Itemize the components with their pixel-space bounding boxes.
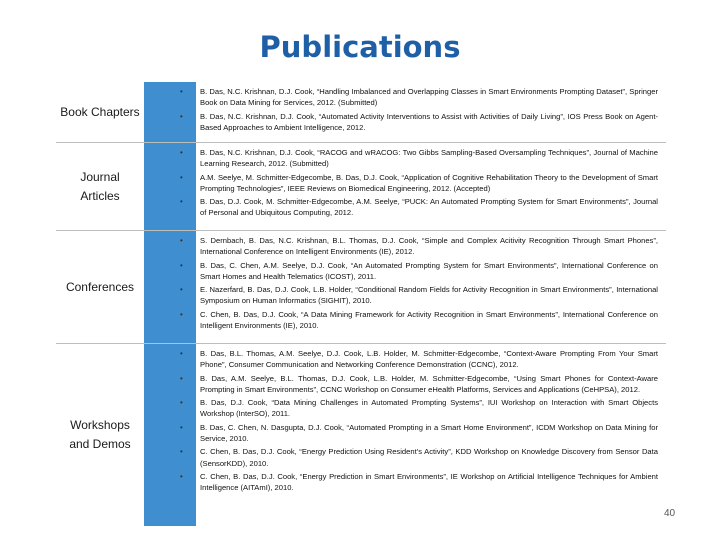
publication-text: B. Das, N.C. Krishnan, D.J. Cook, “Handling Imbalanced and Overlapping Classes in Smart Environments Prompting Dataset”, Springer Book on Data Mining for Services, 2012. (Submitted)	[200, 87, 658, 108]
section-accent-bar	[144, 344, 196, 526]
bullet-icon: •	[180, 309, 183, 319]
section-label: Conferences	[56, 231, 144, 344]
bullet-icon: •	[180, 148, 183, 157]
slide-title: Publications	[259, 30, 461, 64]
list-item	[180, 196, 658, 219]
publication-text: B. Das, C. Chen, N. Dasgupta, D.J. Cook, “Automated Prompting in a Smart Home Environment”, ICDM Workshop on Data Mining for Service, 2010.	[200, 422, 658, 444]
bullet-icon: •	[180, 373, 183, 383]
list-item	[180, 111, 658, 134]
section-accent-bar	[144, 231, 196, 344]
publication-text: B. Das, N.C. Krishnan, D.J. Cook, “RACOG and wRACOG: Two Gibbs Sampling-Based Oversampling Techniques”, Journal of Machine Learning Research, 2012. (Submitted)	[200, 148, 658, 169]
list-item	[180, 260, 658, 283]
section-label: Journal Articles	[56, 143, 144, 231]
publication-list	[180, 348, 658, 496]
list-item	[180, 147, 658, 170]
publication-list	[180, 86, 658, 135]
list-item	[180, 397, 658, 420]
bullet-icon: •	[180, 260, 183, 270]
section-conferences	[56, 230, 666, 344]
list-item	[180, 235, 658, 258]
bullet-icon: •	[180, 111, 183, 121]
list-item	[180, 284, 658, 307]
list-item	[180, 309, 658, 332]
publication-text: C. Chen, B. Das, D.J. Cook, “A Data Mining Framework for Activity Recognition in Smart Environments”, International Conference on Intelligent Environments (IE), 2010.	[200, 309, 658, 331]
section-label: Book Chapters	[56, 82, 144, 142]
list-item	[180, 86, 658, 109]
publication-text: S. Dernbach, B. Das, N.C. Krishnan, B.L. Thomas, D.J. Cook, “Simple and Complex Acitivity Recognition Through Smart Phones”, International Conference on Intelligent Environments (IE), 2012.	[200, 236, 658, 257]
bullet-icon: •	[180, 447, 183, 457]
bullet-icon: •	[180, 87, 183, 96]
section-label: Workshops and Demos	[56, 344, 144, 526]
publication-list	[180, 235, 658, 333]
publication-text: B. Das, B.L. Thomas, A.M. Seelye, D.J. Cook, L.B. Holder, M. Schmitter-Edgecombe, “Context-Aware Prompting From Your Smart Phone”, Consumer Communication and Networking Conference Demonstration (CCNC), 2012.	[200, 349, 658, 370]
bullet-icon: •	[180, 349, 183, 358]
list-item	[180, 471, 658, 494]
publication-text: B. Das, A.M. Seelye, B.L. Thomas, D.J. Cook, L.B. Holder, M. Schmitter-Edgecombe, “Using Smart Phones for Context-Aware Prompting in Smart Environments”, CCNC Workshop on Consumer eHealth Platforms, Services and Applications (CeHPSA), 2012.	[200, 373, 658, 394]
section-book-chapters	[56, 82, 666, 142]
bullet-icon: •	[180, 398, 183, 408]
bullet-icon: •	[180, 236, 183, 245]
list-item	[180, 446, 658, 469]
page-number: 40	[664, 508, 676, 519]
bullet-icon: •	[180, 285, 183, 295]
publication-text: B. Das, D.J. Cook, “Data Mining Challenges in Automated Prompting Systems”, IUI Workshop on Interaction with Smart Objects Workshop (InterSO), 2011.	[200, 398, 658, 419]
bullet-icon: •	[180, 172, 183, 182]
section-accent-bar	[144, 143, 196, 231]
section-workshops-demos	[56, 343, 666, 526]
bullet-icon: •	[180, 471, 183, 481]
list-item	[180, 422, 658, 445]
bullet-icon: •	[180, 422, 183, 432]
publication-text: B. Das, N.C. Krishnan, D.J. Cook, “Automated Activity Interventions to Assist with Activities of Daily Living”, IOS Press Book on Agent-Based Approaches to Ambient Intelligence, 2012.	[200, 111, 658, 132]
publication-text: B. Das, C. Chen, A.M. Seelye, D.J. Cook, “An Automated Prompting System for Smart Environments”, International Conference on Smart Homes and Health Telematics (ICOST), 2011.	[200, 260, 658, 281]
bullet-icon: •	[180, 197, 183, 207]
list-item	[180, 373, 658, 396]
publication-text: E. Nazerfard, B. Das, D.J. Cook, L.B. Holder, “Conditional Random Fields for Activity Recognition in Smart Environments”, International Symposium on Human Informatics (SIGHIT), 2010.	[200, 285, 658, 306]
list-item	[180, 348, 658, 371]
publication-text: C. Chen, B. Das, D.J. Cook, “Energy Prediction in Smart Environments”, IE Workshop on Artificial Intelligence Techniques for Ambient Intelligence (AITAmI), 2010.	[200, 471, 658, 493]
section-accent-bar	[144, 82, 196, 142]
publication-text: A.M. Seelye, M. Schmitter-Edgecombe, B. Das, D.J. Cook, “Application of Cognitive Rehabilitation Theory to the Development of Smart Prompting Technologies”, IEEE Reviews on Biomedical Engineering, 2012. (Accepted)	[200, 172, 658, 193]
publication-text: C. Chen, B. Das, D.J. Cook, “Energy Prediction Using Resident’s Activity”, KDD Workshop on Knowledge Discovery from Sensor Data (SensorKDD), 2010.	[200, 447, 658, 468]
publication-list	[180, 147, 658, 221]
list-item	[180, 172, 658, 195]
section-journal-articles	[56, 142, 666, 231]
publication-text: B. Das, D.J. Cook, M. Schmitter-Edgecombe, A.M. Seelye, “PUCK: An Automated Prompting System for Smart Environments”, Journal of Personal and Ubiquitous Computing, 2012.	[200, 197, 658, 218]
